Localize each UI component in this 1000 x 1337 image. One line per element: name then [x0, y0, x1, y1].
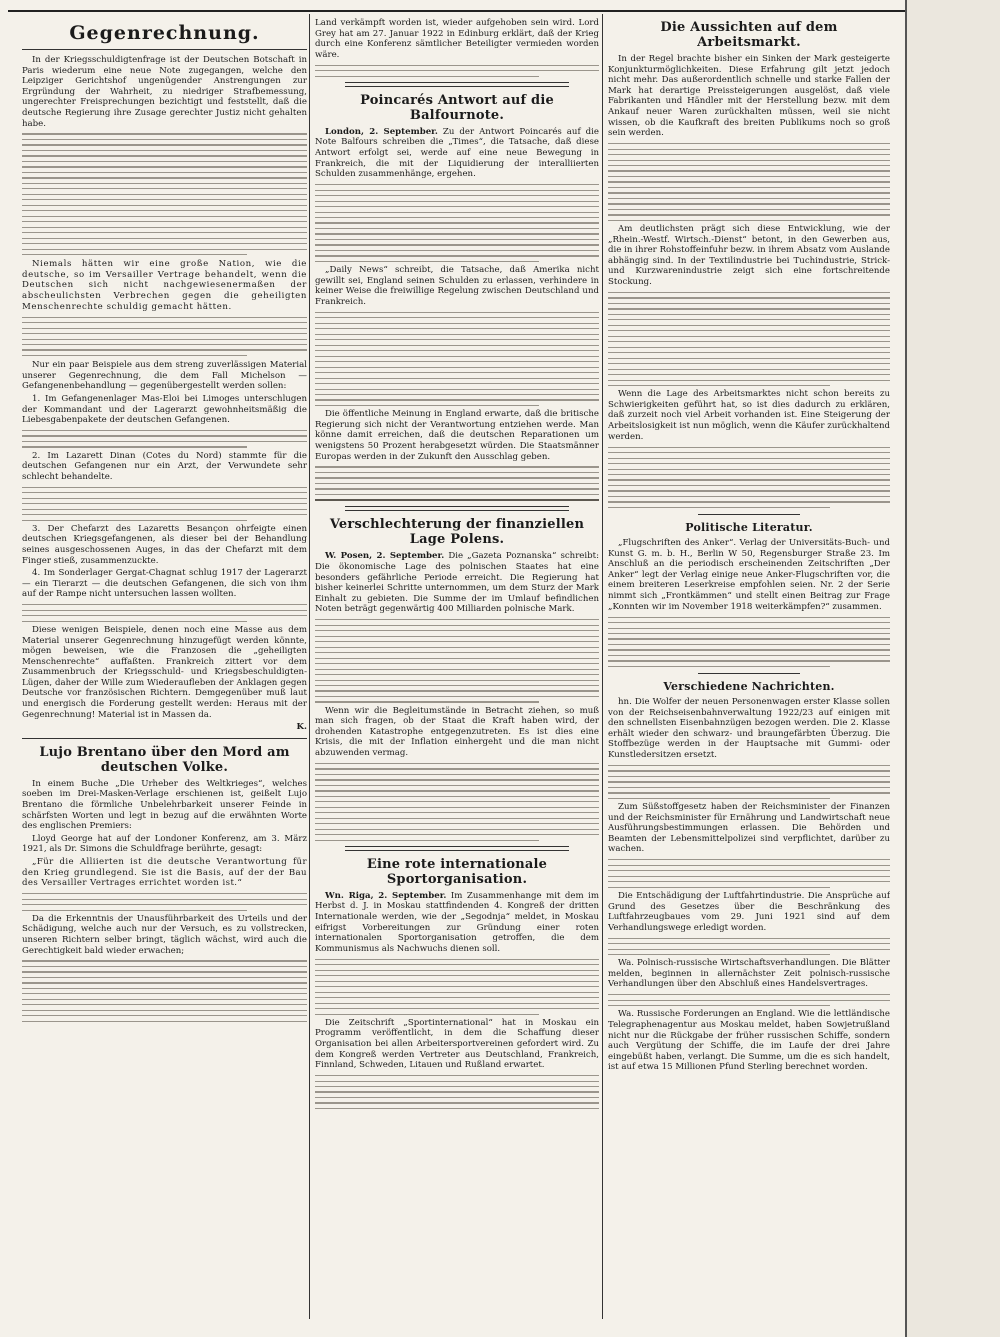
column-right: [608, 16, 890, 1319]
text-lines: [315, 65, 599, 77]
article-paragraph: In der Regel brachte bisher ein Sinken der Mark gesteigerte Konjunkturmöglichkeiten. Diese Erfahrung gilt jetzt jedoch nicht mehr. Das außerordentlich schnelle und starke Fallen der Mark hat derartige Preissteigerungen ausgelöst, daß viele Fabrikanten und Händler mit der Herstellung bezw. mit dem Ankauf neuer Waren zurückhalten müssen, weil sie nicht wissen, ob die Kaufkraft des breiten Publikums noch so groß sein werden.: [608, 54, 890, 139]
headline-nachrichten: Verschiedene Nachrichten.: [663, 680, 835, 694]
divider: [22, 738, 307, 739]
list-item: 4. Im Sonderlager Gergat-Chagnat schlug 1917 der Lagerarzt — ein Tierarzt — die deutschen Gefangenen, die sich von ihm auf der Rampe nicht untersuchen lassen wollten.: [22, 568, 307, 600]
text-lines: [22, 893, 307, 911]
text-lines: [22, 317, 307, 357]
text-lines: [315, 619, 599, 702]
divider: [345, 82, 569, 87]
headline-polen: Verschlechterung der finanziellen Lage Polens.: [329, 517, 585, 548]
text-lines: [315, 1075, 599, 1109]
dateline: London, 2. September.: [325, 126, 438, 137]
text-lines: [608, 617, 890, 668]
article-paragraph: Die Entschädigung der Luftfahrtindustrie. Die Ansprüche auf Grund des Gesetzes über die Beschränkung des Luftfahrzeugbaues vom 29. Juni 1921 sind auf dem Verhandlungswege erledigt worden.: [608, 890, 890, 933]
article-paragraph: In der Kriegsschuldigtenfrage ist der Deutschen Botschaft in Paris wiederum eine neue Note zugegangen, welche den Leipziger Gerichtshof ungenügender Anstrengungen zur Ergründung der Wahrheit, zu niedriger Strafbemessung, ungerechter Freisprechungen bezichtigt und feststellt, daß die deutsche Regierung ihre Zusage gerechter Justiz nicht gehalten habe.: [22, 55, 307, 129]
text-lines: [22, 487, 307, 521]
article-paragraph: W. Posen, 2. September. Die „Gazeta Poznanska“ schreibt: Die ökonomische Lage des polnischen Staates hat eine besonders gefährliche Periode erreicht. Die Regierung hat bisher keinerlei Schritte unternommen, um dem Sturz der Mark Einhalt zu gebieten. Die Summe der im Umlauf befindlichen Noten beträgt gegenwärtig 400 Milliarden polnische Mark.: [315, 551, 599, 615]
headline-brentano: Lujo Brentano über den Mord am deutschen Volke.: [39, 744, 290, 775]
headline-poincare: Poincarés Antwort auf die Balfournote.: [360, 92, 554, 123]
article-paragraph: Lloyd George hat auf der Londoner Konferenz, am 3. März 1921, als Dr. Simons die Schuldfrage berührte, gesagt:: [22, 833, 307, 855]
column-left: [22, 16, 307, 1319]
text-lines: [315, 312, 599, 406]
page-margin: [905, 0, 1000, 1337]
list-item: 3. Der Chefarzt des Lazaretts Besançon ohrfeigte einen deutschen Kriegsgefangenen, als dieser bei der Behandlung seines ausgeschossenen Auges, in das der Chefarzt mit dem Finger stieß, zusammenzuckte.: [22, 523, 307, 566]
article-paragraph: Wa. Polnisch-russische Wirtschaftsverhandlungen. Die Blätter melden, beginnen in allernächster Zeit polnisch-russische Verhandlungen über den Abschluß eines Handelsvertrages.: [608, 958, 890, 990]
dateline: W. Posen, 2. September.: [325, 551, 445, 562]
text-lines: [608, 765, 890, 799]
article-quote: „Für die Alliierten ist die deutsche Verantwortung für den Krieg grundlegend. Sie ist die Basis, auf der der Bau des Versailler Vertrages errichtet worden ist.“: [22, 857, 307, 889]
article-paragraph: hn. Die Wolfer der neuen Personenwagen erster Klasse sollen von der Reichseisenbahnverwaltung 1922/23 auf einigen mit den schnellsten Eisenbahnzügen bezogen werden. Die 2. Klasse erhält wieder den schwarz- und braungefärbten Überzug. Die Stoffbezüge werden in der Hauptsache mit Gummi- oder Kunstledersitzen ersetzt.: [608, 697, 890, 761]
divider: [22, 49, 307, 50]
text-lines: [608, 447, 890, 509]
divider: [345, 506, 569, 511]
text-lines: [315, 184, 599, 262]
article-paragraph: Am deutlichsten prägt sich diese Entwicklung, wie der „Rhein.-Westf. Wirtsch.-Dienst“ betont, in den Gewerben aus, die in ihrer Rohstoffeinfuhr bezw. in ihrem Absatz vom Auslande abhängig sind. In der Textilindustrie bei Tuchindustrie, Strick- und Kurzwarenindustrie zeigt sich eine fortschreitende Stockung.: [608, 224, 890, 287]
text-lines: [315, 466, 599, 501]
article-paragraph: „Daily News“ schreibt, die Tatsache, daß Amerika nicht gewillt sei, England seinen Schulden zu erlassen, verhindere in keiner Weise die freiwillige Regelung zwischen Deutschland und Frankreich.: [315, 265, 599, 307]
text-lines: [315, 959, 599, 1015]
text-lines: [608, 859, 890, 888]
article-paragraph: Da die Erkenntnis der Unausführbarkeit des Urteils und der Schädigung, welche auch nur der Versuch, es zu vollstrecken, unseren Richtern selber bringt, täglich wächst, wird auch die Gerechtigkeit bald wieder erwachen;: [22, 913, 307, 956]
text-lines: [22, 604, 307, 622]
text-lines: [22, 430, 307, 448]
article-paragraph: London, 2. September. Zu der Antwort Poincarés auf die Note Balfours schreiben die „Times“, die Tatsache, daß diese Antwort erfolgt sei, werde auf eine neue Bewegung in Frankreich, die mit der Liquidierung der interalliierten Schulden zusammenhänge, ergehen.: [315, 126, 599, 180]
margin-edge: [905, 0, 907, 1337]
column-rule: [309, 14, 310, 1319]
article-paragraph: Die Zeitschrift „Sportinternational“ hat in Moskau ein Programm veröffentlicht, in dem die Schaffung dieser Organisation bei allen Arbeitersportvereinen gefordert wird. Zu dem Kongreß werden Vertreter aus Deutschland, Frankreich, Finnland, Schweden, Litauen und Rußland erwartet.: [315, 1017, 599, 1071]
column-rule: [602, 14, 603, 1319]
article-continuation: Land verkämpft worden ist, wieder aufgehoben sein wird. Lord Grey hat am 27. Januar 1922 in Edinburg erklärt, daß der Krieg durch eine Konferenz sämtlicher Beteiligter vermieden worden wäre.: [315, 18, 599, 60]
article-paragraph: Wn. Riga, 2. September. Im Zusammenhange mit dem im Herbst d. J. in Moskau stattfindenden 4. Kongreß der dritten Internationale werden, wie der „Segodnja“ meldet, in Moskau eifrigst Vorbereitungen zur Gründung einer roten internationalen Sportorganisation getroffen, die dem Kommunismus als Nachwuchs dienen soll.: [315, 890, 599, 954]
headline-gegenrechnung: Gegenrechnung.: [69, 22, 260, 44]
text-lines: [608, 143, 890, 221]
article-paragraph: „Flugschriften des Anker“. Verlag der Universitäts-Buch- und Kunst G. m. b. H., Berlin W 50, Regensburger Straße 23. Im Anschluß an die periodisch erscheinenden Zeitschriften „Der Anker“ legt der Verlag einige neue Anker-Flugschriften vor, die einem breiteren Leserkreise empfohlen seien. Nr. 2 der Serie nimmt sich „Frontkämmen“ und stellt einen Beitrag zur Frage „Konnten wir im November 1918 weiterkämpfen?“ zusammen.: [608, 538, 890, 612]
article-paragraph: In einem Buche „Die Urheber des Weltkrieges“, welches soeben im Drei-Masken-Verlage erschienen ist, geißelt Lujo Brentano die förmliche Unbelehrbarkeit unserer Feinde in schärfsten Worten und legt in bezug auf die erwähnten Worte des englischen Premiers:: [22, 778, 307, 832]
article-paragraph: Wa. Russische Forderungen an England. Wie die lettländische Telegraphenagentur aus Moskau meldet, haben Sowjetrußland nicht nur die Rückgabe der früher russischen Schiffe, sondern auch Vergütung der Schiffe, die im Laufe der drei Jahre eingebüßt haben, verlangt. Die Summe, um die es sich handelt, ist auf etwa 15 Millionen Pfund Sterling berechnet worden.: [608, 1009, 890, 1073]
text-lines: [22, 960, 307, 1022]
text-lines: [22, 133, 307, 255]
headline-arbeitsmarkt: Die Aussichten auf dem Arbeitsmarkt.: [660, 20, 838, 50]
article-paragraph: Nur ein paar Beispiele aus dem streng zuverlässigen Material unserer Gegenrechnung, die dem Fall Michelson — Gefangenenbehandlung — gegenübergestellt werden sollen:: [22, 360, 307, 392]
text-lines: [608, 938, 890, 956]
headline-sportorganisation: Eine rote internationale Sportorganisation.: [366, 856, 548, 887]
text-lines: [608, 994, 890, 1006]
column-middle: [315, 16, 599, 1319]
article-quote: Niemals hätten wir eine große Nation, wie die deutsche, so im Versailler Vertrage behandelt, wenn die Deutschen sich nicht nachgewiesenermaßen der abscheulichsten Verbrechen gegen die geheiligten Menschenrechte schuldig gemacht hätten.: [22, 259, 307, 312]
text-lines: [315, 763, 599, 841]
divider: [698, 514, 800, 515]
divider: [698, 673, 800, 674]
dateline: Wn. Riga, 2. September.: [325, 890, 447, 901]
article-paragraph: Zum Süßstoffgesetz haben der Reichsminister der Finanzen und der Reichsminister für Ernährung und Landwirtschaft neue Ausführungsbestimmungen erlassen. Die Behörden und Beamten der Lebensmittelpolizei sind verpflichtet, darüber zu wachen.: [608, 802, 890, 855]
text-lines: [608, 292, 890, 386]
article-paragraph: Diese wenigen Beispiele, denen noch eine Masse aus dem Material unserer Gegenrechnung hinzugefügt werden könnte, mögen beweisen, wie die Franzosen die „geheiligten Menschenrechte“ auffaßten. Frankreich zittert vor dem Zusammenbruch der Kriegsschuld- und Kriegsbeschuldigten-Lügen, daher der Wille zum Wiederaufleben der Anklagen gegen Deutsche vor französischen Richtern. Demgegenüber muß laut und energisch die Forderung gestellt werden: Heraus mit der Gegenrechnung! Material ist in Massen da.: [22, 624, 307, 720]
headline-literatur: Politische Literatur.: [685, 521, 813, 535]
signature: K.: [296, 722, 307, 733]
divider: [345, 846, 569, 851]
article-paragraph: Wenn die Lage des Arbeitsmarktes nicht schon bereits zu Schwierigkeiten geführt hat, so ist dies dadurch zu erklären, daß zurzeit noch viel Arbeit vorhanden ist. Eine Steigerung der Arbeitslosigkeit ist nun möglich, wenn die Käufer zurückhaltend werden.: [608, 389, 890, 442]
article-paragraph: Wenn wir die Begleitumstände in Betracht ziehen, so muß man sich fragen, ob der Staat die Kraft haben wird, der drohenden Katastrophe entgegenzutreten. Es ist dies eine Krisis, die mit der Inflation einhergeht und die man nicht abzuwenden vermag.: [315, 705, 599, 759]
article-paragraph: Die öffentliche Meinung in England erwarte, daß die britische Regierung sich nicht der Verantwortung entziehen werde. Man könne damit erreichen, daß die deutschen Reparationen um wenigstens 50 Prozent herabgesetzt würden. Die Staatsmänner Europas werden in der Zukunft den Ausschlag geben.: [315, 409, 599, 462]
top-rule: [8, 10, 992, 12]
list-item: 1. Im Gefangenenlager Mas-Eloi bei Limoges unterschlugen der Kommandant und der Lagerarzt gewohnheitsmäßig die Liebesgabenpakete der deutschen Gefangenen.: [22, 393, 307, 426]
list-item: 2. Im Lazarett Dinan (Cotes du Nord) stammte für die deutschen Gefangenen nur ein Arzt, der Verwundete sehr schlecht behandelte.: [22, 450, 307, 482]
